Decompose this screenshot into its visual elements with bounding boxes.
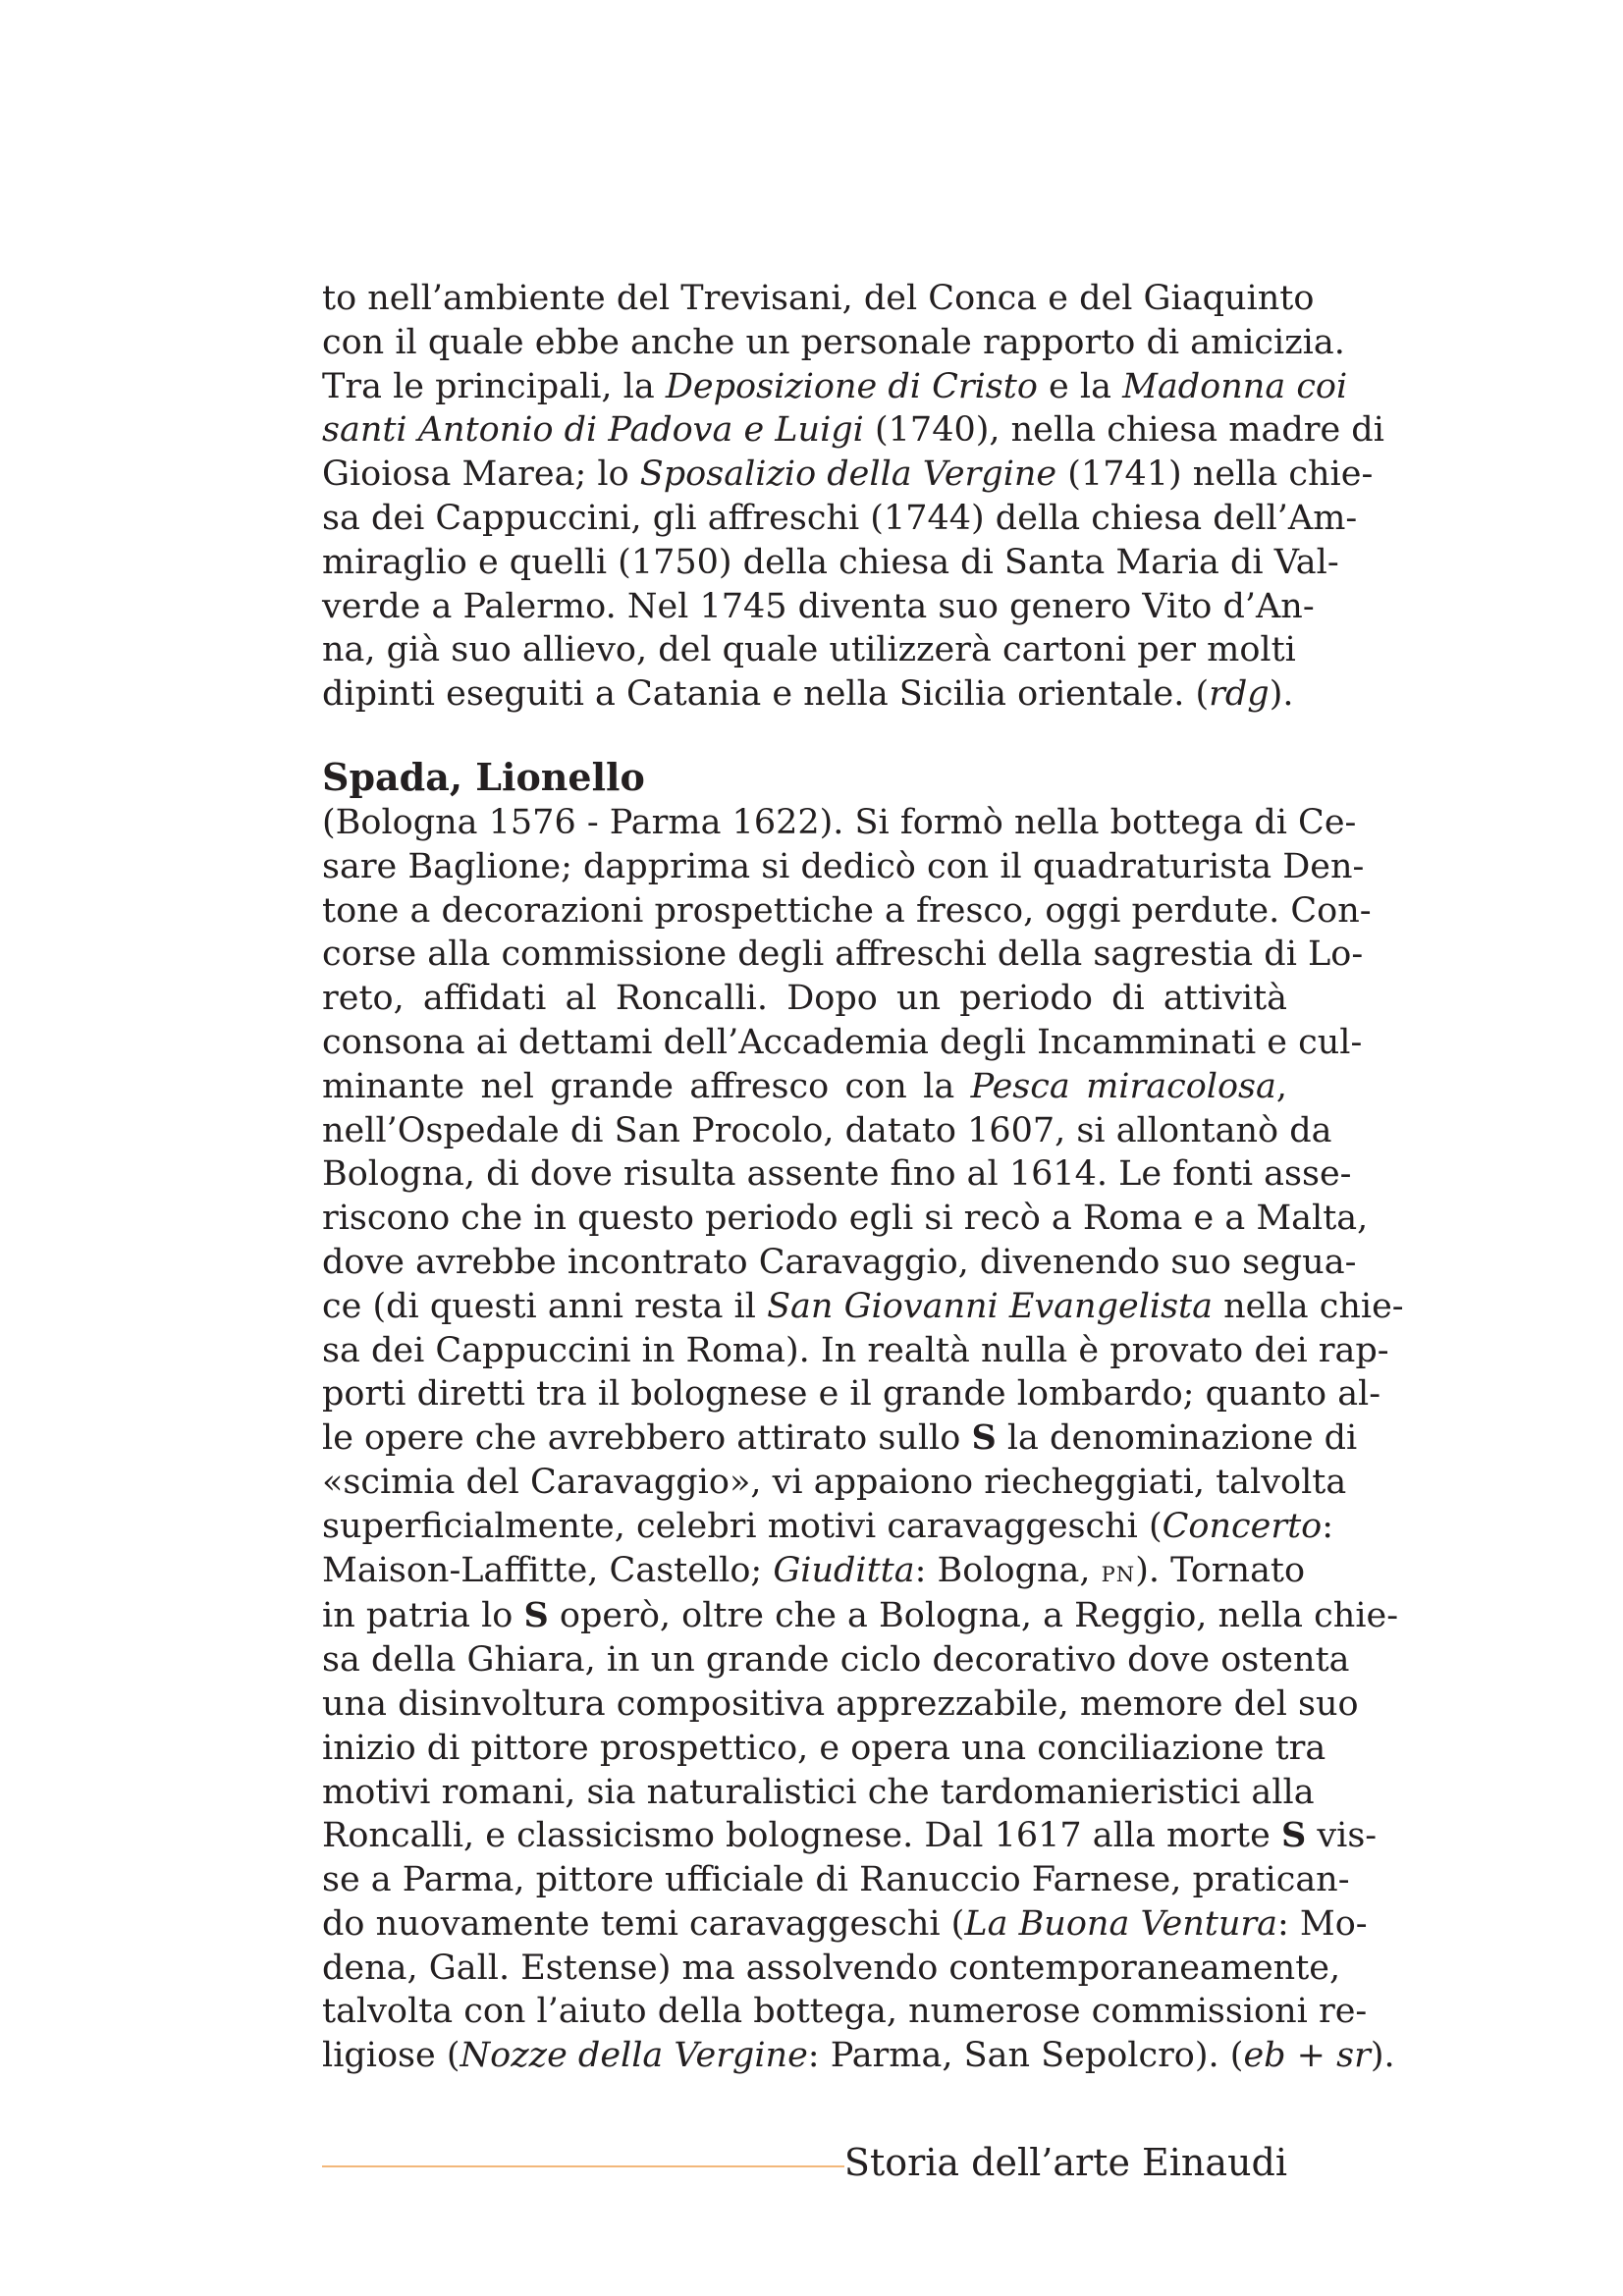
text-line: (Bologna 1576 - Parma 1622). Si formò nella bottega di Ce- xyxy=(322,802,1357,842)
artwork-title: Deposizione di Cristo xyxy=(665,366,1038,406)
text-line: reto, affidati al Roncalli. Dopo un periodo di attività xyxy=(322,979,1287,1019)
subject-abbrev: S xyxy=(971,1417,997,1459)
text-line: Maison-Laffitte, Castello; Giuditta: Bologna, pn). Tornato xyxy=(322,1550,1306,1590)
text-line: Roncalli, e classicismo bolognese. Dal 1617 alla morte S vis- xyxy=(322,1815,1378,1856)
author-initials: rdg xyxy=(1209,674,1270,715)
text-line: sa dei Cappuccini in Roma). In realtà nulla è provato dei rap- xyxy=(322,1330,1389,1370)
artwork-title: Sposalizio della Vergine xyxy=(639,454,1057,495)
text-line: Tra le principali, la Deposizione di Cristo e la Madonna coi xyxy=(322,366,1348,406)
text-line: porti diretti tra il bolognese e il grande lombardo; quanto al- xyxy=(322,1374,1381,1415)
text-line: to nell’ambiente del Trevisani, del Conca e del Giaquinto xyxy=(322,279,1315,318)
artwork-title: Madonna coi xyxy=(1122,366,1348,406)
text-line: santi Antonio di Padova e Luigi (1740), nella chiesa madre di xyxy=(322,410,1384,451)
artwork-title: Pesca miracolosa xyxy=(970,1066,1276,1106)
text-line: dena, Gall. Estense) ma assolvendo contemporaneamente, xyxy=(322,1948,1341,1988)
text-line: dove avrebbe incontrato Caravaggio, divenendo suo segua- xyxy=(322,1242,1357,1282)
page-body xyxy=(322,277,1404,2078)
text-line: sare Baglione; dapprima si dedicò con il quadraturista Den- xyxy=(322,846,1365,886)
text-line: una disinvoltura compositiva apprezzabile, memore del suo xyxy=(322,1683,1359,1724)
page-footer xyxy=(322,2138,1287,2187)
text-line: superficialmente, celebri motivi caravaggeschi (Concerto: xyxy=(322,1506,1333,1546)
artwork-title: La Buona Ventura xyxy=(964,1903,1277,1944)
artwork-title: Concerto xyxy=(1162,1506,1323,1546)
text-line: se a Parma, pittore ufficiale di Ranuccio Farnese, pratican- xyxy=(322,1860,1350,1900)
artwork-title: Nozze della Vergine xyxy=(460,2036,808,2076)
text-line: in patria lo S operò, oltre che a Bologna, a Reggio, nella chie- xyxy=(322,1595,1399,1636)
text-line: corse alla commissione degli affreschi della sagrestia di Lo- xyxy=(322,934,1364,975)
artwork-title: Giuditta xyxy=(773,1550,915,1590)
artwork-title: santi Antonio di Padova e Luigi xyxy=(322,410,864,451)
text-line: sa dei Cappuccini, gli affreschi (1744) della chiesa dell’Am- xyxy=(322,498,1358,538)
text-line: inizio di pittore prospettico, e opera una conciliazione tra xyxy=(322,1728,1326,1768)
text-line: nell’Ospedale di San Procolo, datato 1607, si allontanò da xyxy=(322,1110,1332,1150)
text-line: «scimia del Caravaggio», vi appaiono riecheggiati, talvolta xyxy=(322,1462,1347,1502)
text-line: consona ai dettami dell’Accademia degli Incamminati e cul- xyxy=(322,1022,1363,1062)
footer-rule xyxy=(322,2165,844,2167)
text-line: ligiose (Nozze della Vergine: Parma, San Sepolcro). (eb + sr). xyxy=(322,2036,1395,2076)
entry-paragraph xyxy=(322,801,1404,2078)
continuation-paragraph xyxy=(322,277,1384,717)
text-line: verde a Palermo. Nel 1745 diventa suo genero Vito d’An- xyxy=(322,586,1315,626)
text-line: Bologna, di dove risulta assente fino al 1614. Le fonti asse- xyxy=(322,1154,1352,1195)
text-line: do nuovamente temi caravaggeschi (La Buona Ventura: Mo- xyxy=(322,1903,1368,1944)
text-line: dipinti eseguiti a Catania e nella Sicilia orientale. (rdg). xyxy=(322,674,1294,715)
text-line: tone a decorazioni prospettiche a fresco, oggi perdute. Con- xyxy=(322,890,1372,931)
text-line: motivi romani, sia naturalistici che tardomanieristici alla xyxy=(322,1772,1315,1812)
text-line: na, già suo allievo, del quale utilizzerà cartoni per molti xyxy=(322,630,1296,670)
text-line: con il quale ebbe anche un personale rapporto di amicizia. xyxy=(322,322,1345,362)
text-line: riscono che in questo periodo egli si recò a Roma e a Malta, xyxy=(322,1199,1369,1239)
text-line: Gioiosa Marea; lo Sposalizio della Vergine (1741) nella chie- xyxy=(322,454,1374,495)
subject-abbrev: S xyxy=(523,1595,549,1636)
museum-abbrev: pn xyxy=(1101,1554,1136,1589)
artwork-title: San Giovanni Evangelista xyxy=(767,1286,1213,1326)
text-line: miraglio e quelli (1750) della chiesa di Santa Maria di Val- xyxy=(322,542,1339,582)
entry-heading: Spada, Lionello xyxy=(322,754,645,799)
subject-abbrev: S xyxy=(1280,1815,1307,1856)
text-line: talvolta con l’aiuto della bottega, numerose commissioni re- xyxy=(322,1992,1368,2032)
author-initials: eb + sr xyxy=(1243,2036,1371,2076)
text-line: minante nel grande affresco con la Pesca miracolosa, xyxy=(322,1066,1288,1106)
text-line: ce (di questi anni resta il San Giovanni Evangelista nella chie- xyxy=(322,1286,1404,1326)
footer-title: Storia dell’arte Einaudi xyxy=(843,2141,1287,2184)
text-line: sa della Ghiara, in un grande ciclo decorativo dove ostenta xyxy=(322,1640,1350,1681)
text-line: le opere che avrebbero attirato sullo S la denominazione di xyxy=(322,1417,1358,1459)
